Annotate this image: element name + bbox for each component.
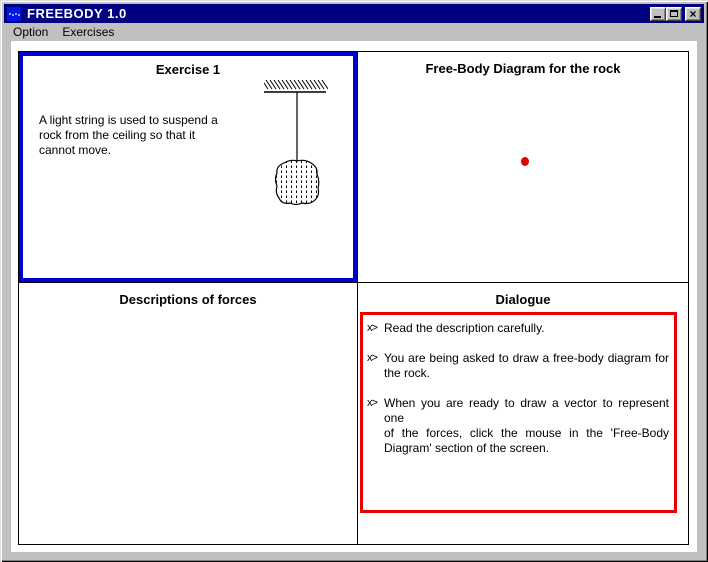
forces-description-panel xyxy=(19,283,357,544)
free-body-diagram-panel[interactable] xyxy=(358,52,688,282)
exercise-description-line: A light string is used to suspend a xyxy=(39,113,218,127)
dialogue-item xyxy=(367,396,669,456)
dialogue-item xyxy=(367,321,669,336)
dialogue-bullet: x> xyxy=(367,322,377,334)
maximize-icon xyxy=(670,10,678,17)
rock-point-dot[interactable] xyxy=(521,157,529,166)
ceiling-hatch xyxy=(264,80,328,89)
dialogue-item-text xyxy=(384,396,669,456)
dialogue-line: You are being asked to draw a free-body diagram for xyxy=(384,351,669,365)
window-controls xyxy=(650,7,701,21)
exercise-description xyxy=(39,113,218,158)
maximize-button[interactable] xyxy=(666,7,682,21)
dialogue-line: of the forces, click the mouse in the 'Free-Body xyxy=(384,426,669,440)
minimize-icon xyxy=(654,16,661,18)
dialogue-bullet: x> xyxy=(367,397,377,409)
exercise-panel xyxy=(19,52,357,282)
dialogue-message-box xyxy=(360,312,677,513)
rock-shape xyxy=(276,160,319,204)
dialogue-line: the rock. xyxy=(384,366,431,380)
free-body-diagram-title: Free-Body Diagram for the rock xyxy=(425,61,621,76)
dialogue-line: Diagram' section of the screen. xyxy=(384,441,550,455)
exercise-title: Exercise 1 xyxy=(155,62,221,77)
close-button[interactable] xyxy=(685,7,701,21)
exercise-description-line: rock from the ceiling so that it xyxy=(39,128,196,142)
rock-on-string-figure xyxy=(264,80,328,206)
app-icon xyxy=(7,7,21,21)
close-icon: × xyxy=(689,6,697,21)
dialogue-panel xyxy=(358,283,688,544)
menu-item-option[interactable]: Option xyxy=(13,25,49,39)
dialogue-title: Dialogue xyxy=(495,292,551,307)
dialogue-line: When you are ready to draw a vector to represent one xyxy=(384,396,669,425)
dialogue-item-text xyxy=(384,351,669,381)
minimize-button[interactable] xyxy=(650,7,666,21)
forces-description-title: Descriptions of forces xyxy=(119,292,257,307)
exercise-description-line: cannot move. xyxy=(39,143,112,157)
menu-item-exercises[interactable]: Exercises xyxy=(62,25,115,39)
title-bar xyxy=(4,4,704,23)
dialogue-bullet: x> xyxy=(367,352,377,364)
dialogue-item-text xyxy=(384,321,669,336)
menu-bar xyxy=(4,23,704,41)
content-grid xyxy=(18,51,689,545)
window-title: FREEBODY 1.0 xyxy=(27,6,127,21)
dialogue-item xyxy=(367,351,669,381)
dialogue-line: Read the description carefully. xyxy=(384,321,545,335)
